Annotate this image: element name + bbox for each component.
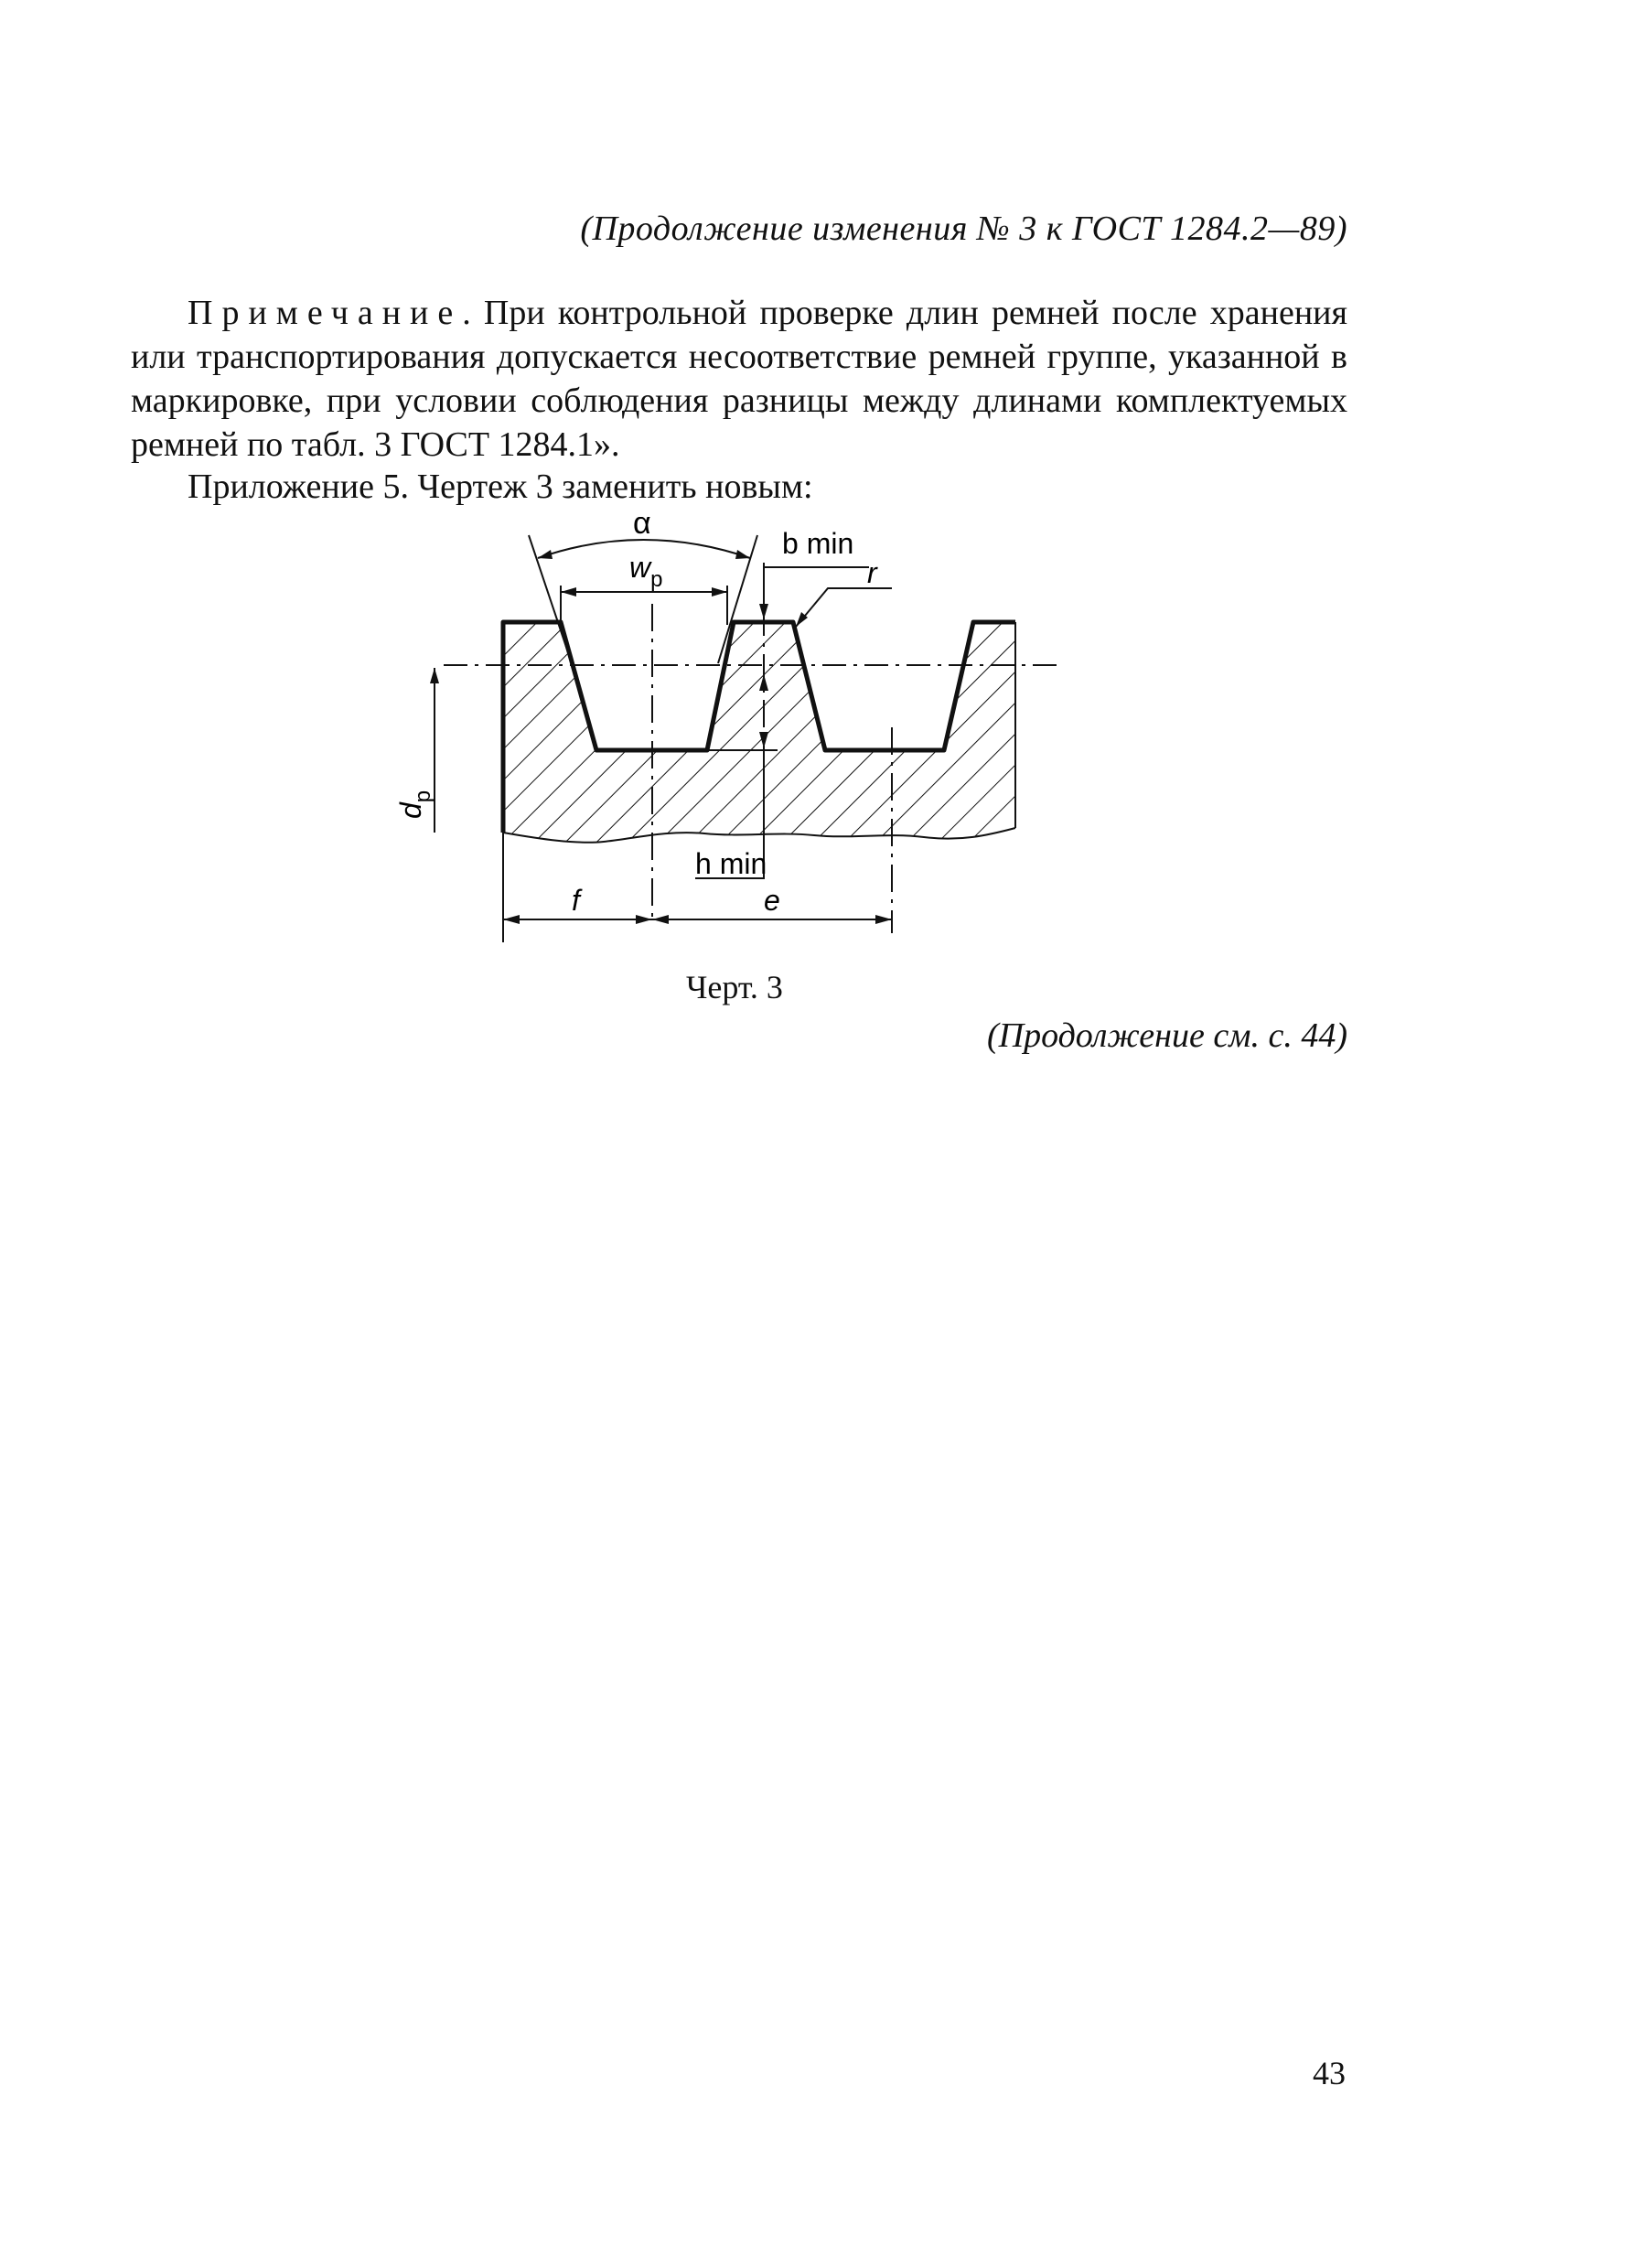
e-arrow-left [652, 915, 669, 924]
label-e: e [764, 884, 780, 917]
f-arrow-left [503, 915, 520, 924]
note-lead: Примечание [188, 294, 463, 332]
note-paragraph [131, 291, 1347, 467]
dp-arrow [430, 668, 439, 683]
alpha-arrow-left [538, 550, 553, 559]
label-alpha: α [633, 517, 651, 541]
alpha-arrow-right [735, 550, 750, 559]
appendix-line: Приложение 5. Чертеж 3 заменить новым: [188, 468, 813, 506]
label-r: r [867, 556, 877, 589]
label-dp [394, 790, 435, 819]
bmin-leader [764, 567, 869, 604]
pulley-groove-drawing [393, 517, 1089, 956]
f-arrow-right [636, 915, 652, 924]
figure-caption: Черт. 3 [686, 969, 783, 1005]
note-text: . При контрольной проверке длин ремней после хранения или транспортирования допускается несоответствие ремней группе, указанной в маркировке, при условии соблюдения разницы между длинами комплектуемых ремней по табл. 3 ГОСТ 1284.1». [131, 294, 1347, 464]
page-number: 43 [1313, 2055, 1346, 2091]
section-hatch [503, 622, 1015, 843]
continued-note: (Продолжение см. с. 44) [986, 1016, 1347, 1055]
wp-arrow-right [712, 587, 727, 597]
r-leader [796, 588, 892, 627]
label-hmin: h min [695, 847, 767, 880]
label-f: f [572, 884, 580, 917]
running-header: (Продолжение изменения № 3 к ГОСТ 1284.2—89) [580, 210, 1347, 248]
svg-text:dp: $d_p$ [394, 790, 435, 819]
bmin-arrow [759, 604, 768, 619]
wp-arrow-left [561, 587, 576, 597]
label-wp: $w_p$ [629, 551, 663, 592]
e-arrow-right [875, 915, 892, 924]
label-bmin: b min [782, 527, 854, 560]
